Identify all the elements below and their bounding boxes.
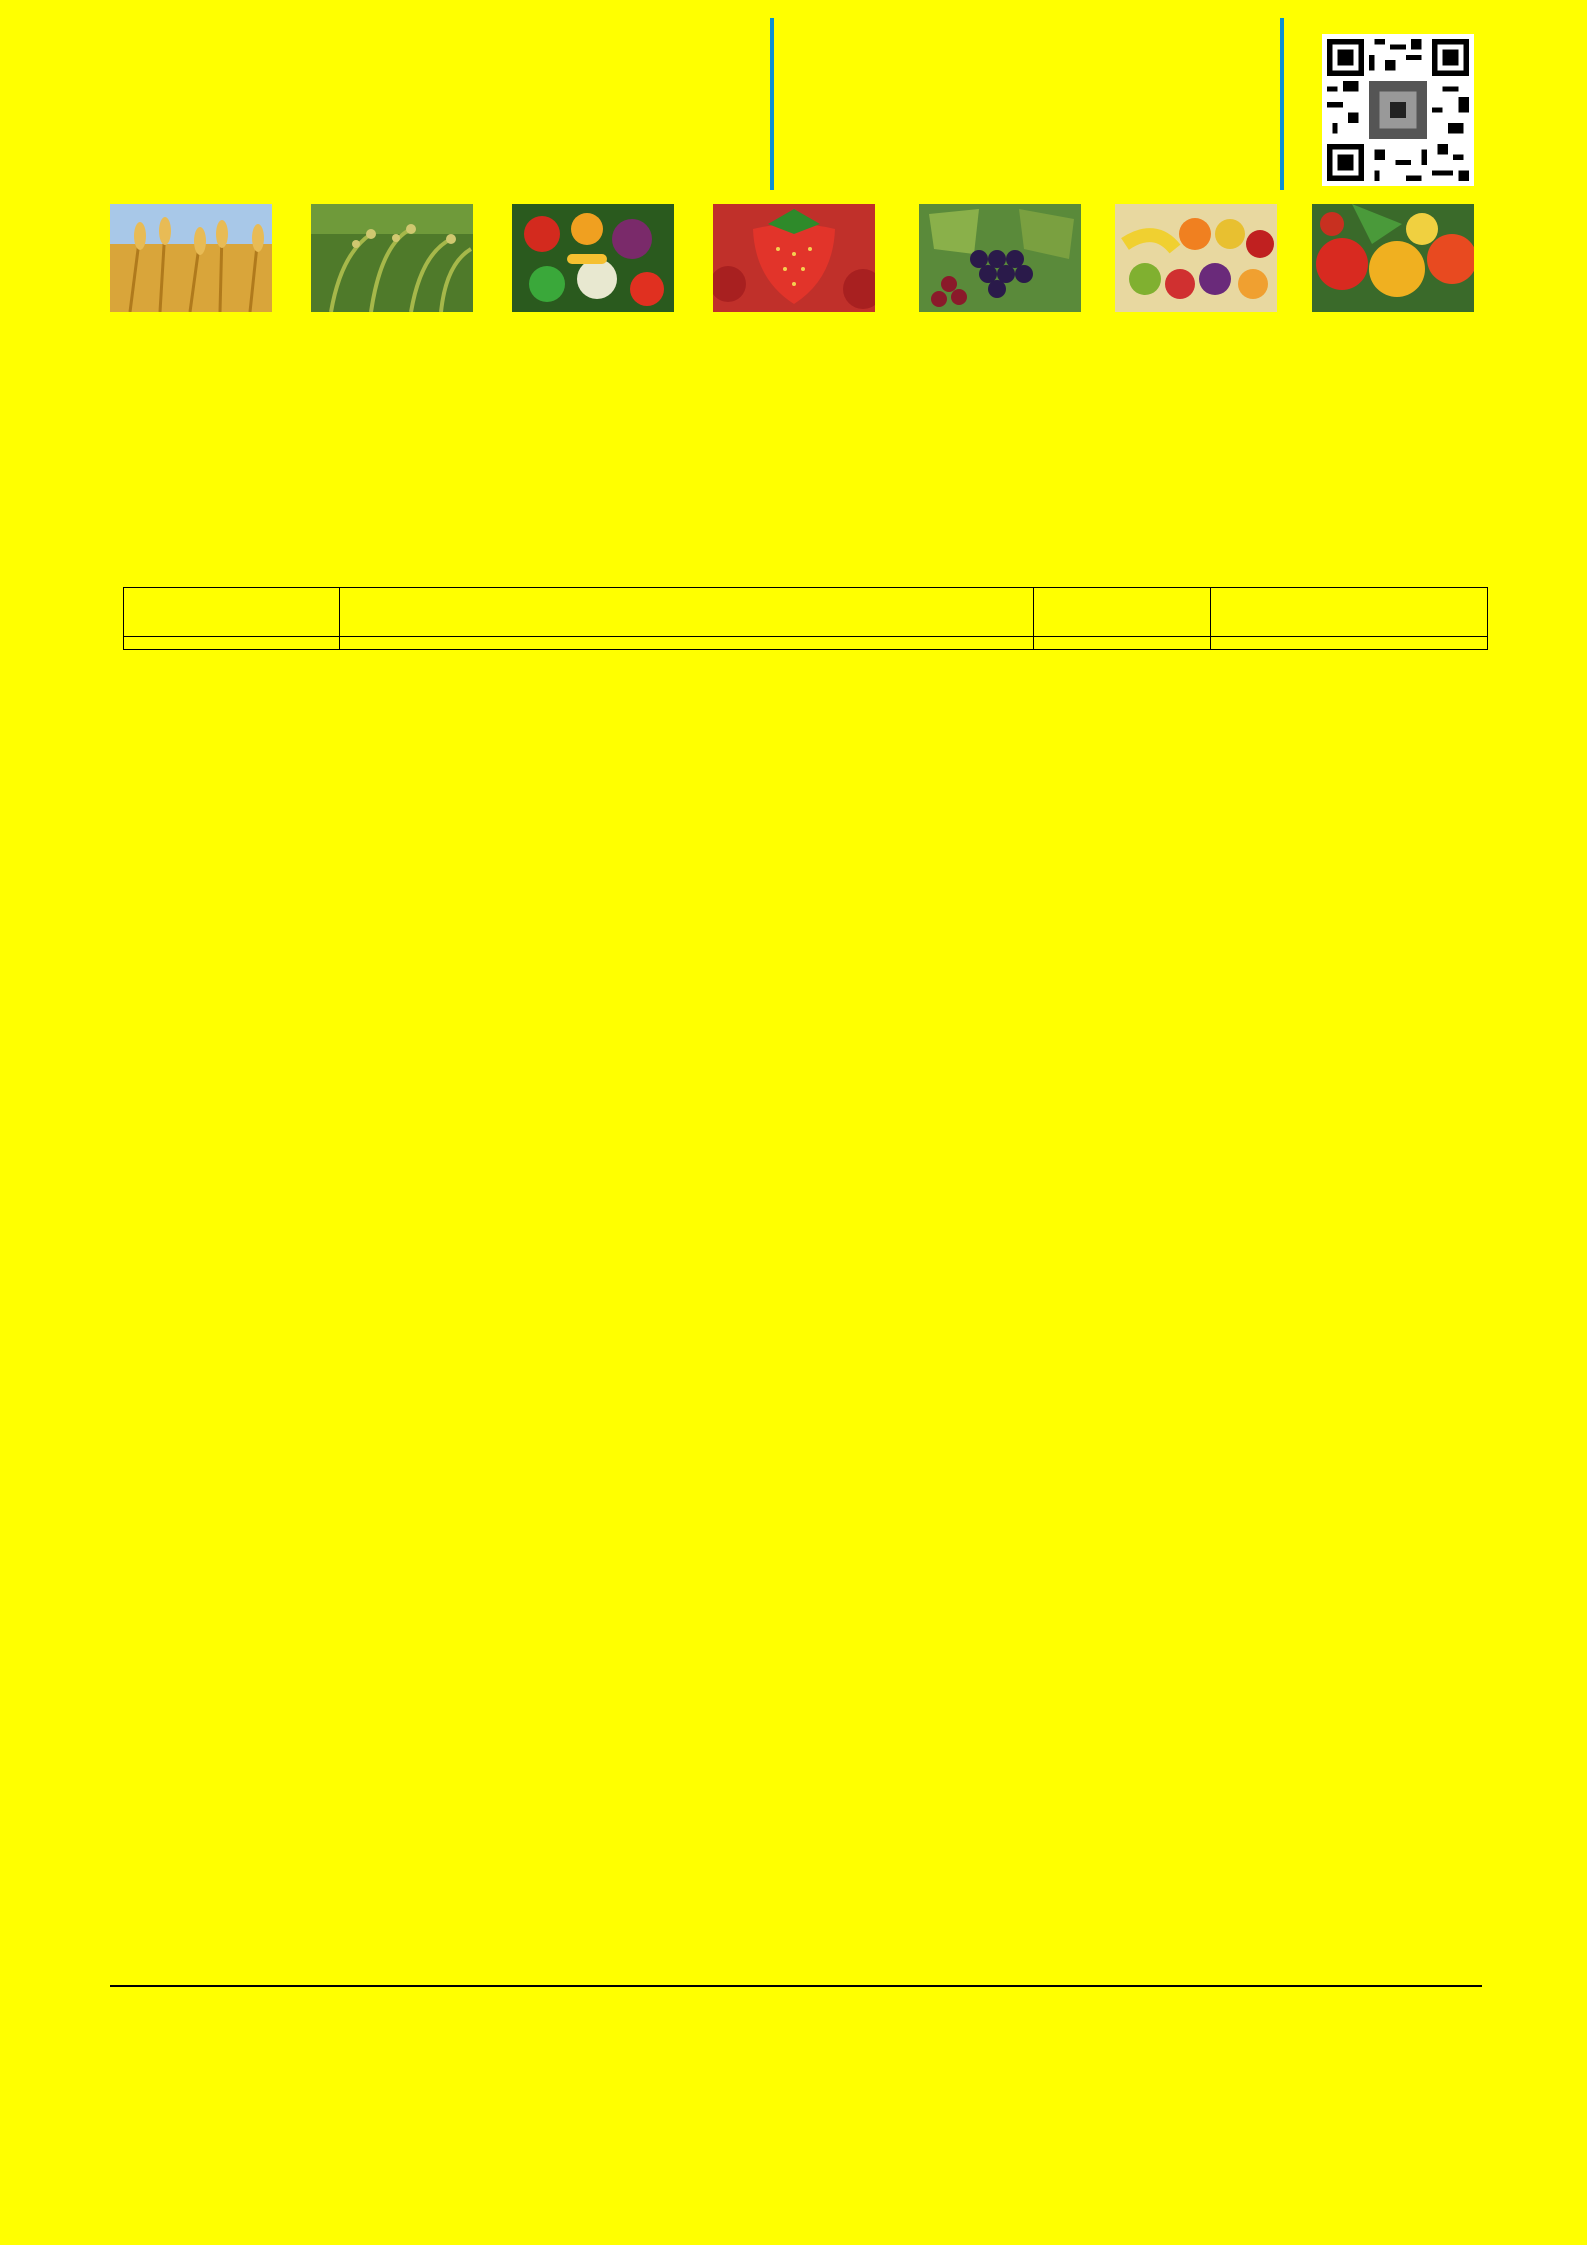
table-header-cell	[340, 588, 1034, 637]
vegetables-photo	[512, 204, 674, 312]
wheat-photo	[110, 204, 272, 312]
spec-table	[123, 587, 1488, 650]
content-cell	[340, 637, 1034, 650]
table-row	[124, 637, 1488, 650]
footer	[110, 1992, 180, 2026]
appearance-cell	[1211, 637, 1488, 650]
rice-photo	[311, 204, 473, 312]
photo-strip-bottom	[110, 2034, 1475, 2142]
ph-cell	[1034, 637, 1211, 650]
table-header-row	[124, 588, 1488, 637]
header-divider	[1280, 18, 1284, 190]
model-cell	[124, 637, 340, 650]
grapes-photo	[919, 204, 1081, 312]
qr-code	[1322, 34, 1474, 186]
table-header-cell	[124, 588, 340, 637]
mixed-fruit-photo	[1312, 204, 1474, 312]
table-header-cell	[1034, 588, 1211, 637]
fruit-basket-photo	[1115, 204, 1277, 312]
photo-strip-top	[110, 204, 1475, 312]
footer-divider	[110, 1985, 1482, 1987]
strawberry-photo	[713, 204, 875, 312]
header	[110, 18, 1480, 193]
header-divider	[770, 18, 774, 190]
table-header-cell	[1211, 588, 1488, 637]
